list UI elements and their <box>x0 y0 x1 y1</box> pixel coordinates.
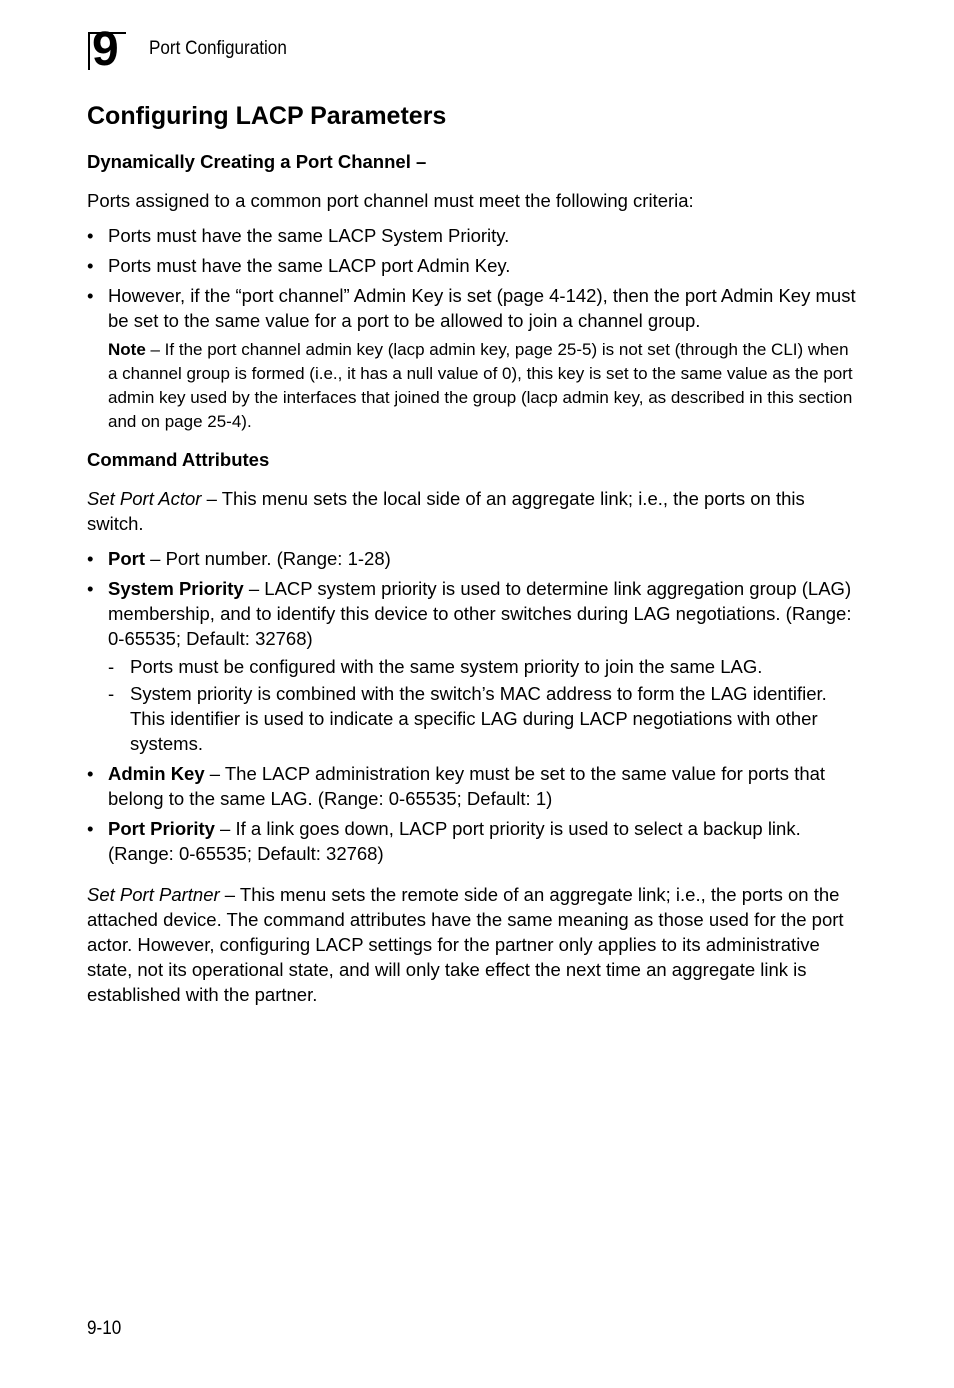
sublist-item: - System priority is combined with the switch’s MAC address to form the LAG identifier. This identifier is used to indicate a specific LAG during LACP negotiations with other systems. <box>108 681 857 756</box>
attribute-description: – If a link goes down, LACP port priority is used to select a backup link. (Range: 0-65535; Default: 32768) <box>108 818 801 864</box>
note-text: – If the port channel admin key (lacp admin key, page 25-5) is not set (through the CLI) when a channel group is formed (i.e., it has a null value of 0), this key is set to the same value as the port admin key used by the interfaces that joined the group (lacp admin key, as described in this section and on page 25-4). <box>108 340 853 431</box>
system-priority-sublist <box>108 654 857 756</box>
criteria-intro: Ports assigned to a common port channel must meet the following criteria: <box>87 190 694 211</box>
set-port-partner-term: Set Port Partner <box>87 884 220 905</box>
criteria-list <box>87 223 857 333</box>
set-port-actor-term: Set Port Actor <box>87 488 202 509</box>
attribute-item-port <box>87 546 857 571</box>
attribute-item-admin-key <box>87 761 857 811</box>
attribute-term: Port <box>108 548 145 569</box>
attribute-item-port-priority <box>87 816 857 866</box>
attribute-description: – Port number. (Range: 1-28) <box>145 548 391 569</box>
page-number: 9-10 <box>87 1318 122 1339</box>
criteria-item: • However, if the “port channel” Admin Key is set (page 4-142), then the port Admin Key must be set to the same value for a port to be allowed to join a channel group. <box>87 283 857 333</box>
note-label: Note <box>108 340 146 359</box>
attribute-term: Port Priority <box>108 818 215 839</box>
attribute-description: – The LACP administration key must be set to the same value for ports that belong to the same LAG. (Range: 0-65535; Default: 1) <box>108 763 826 809</box>
note-block <box>108 338 857 434</box>
running-header-title: Port Configuration <box>149 38 287 59</box>
set-port-partner-text: – This menu sets the remote side of an aggregate link; i.e., the ports on the attached device. The command attributes have the same meaning as those used for the port actor. However, configuring LACP settings for the partner only applies to its administrative state, not its operational state, and will only take effect the next time an aggregate link is established with the partner. <box>87 884 844 1005</box>
page-content <box>87 100 857 1017</box>
command-attributes-heading: Command Attributes <box>87 449 270 470</box>
set-port-partner-paragraph <box>87 882 857 1007</box>
set-port-actor-paragraph <box>87 486 857 536</box>
sublist-item: - Ports must be configured with the same system priority to join the same LAG. <box>108 654 857 679</box>
section-title: Configuring LACP Parameters <box>87 102 447 130</box>
criteria-item: • Ports must have the same LACP System Priority. <box>87 223 857 248</box>
subheading-port-channel: Dynamically Creating a Port Channel – <box>87 151 427 172</box>
attribute-term: Admin Key <box>108 763 205 784</box>
chapter-number: 9 <box>92 23 119 76</box>
attribute-item-system-priority <box>87 576 857 756</box>
attribute-description: – LACP system priority is used to determine link aggregation group (LAG) membership, and to identify this device to other switches during LAG negotiations. (Range: 0-65535; Default: 32768) <box>108 578 852 649</box>
attribute-term: System Priority <box>108 578 244 599</box>
set-port-actor-text: – This menu sets the local side of an aggregate link; i.e., the ports on this switch. <box>87 488 805 534</box>
attribute-list <box>87 546 857 866</box>
criteria-item: • Ports must have the same LACP port Admin Key. <box>87 253 857 278</box>
